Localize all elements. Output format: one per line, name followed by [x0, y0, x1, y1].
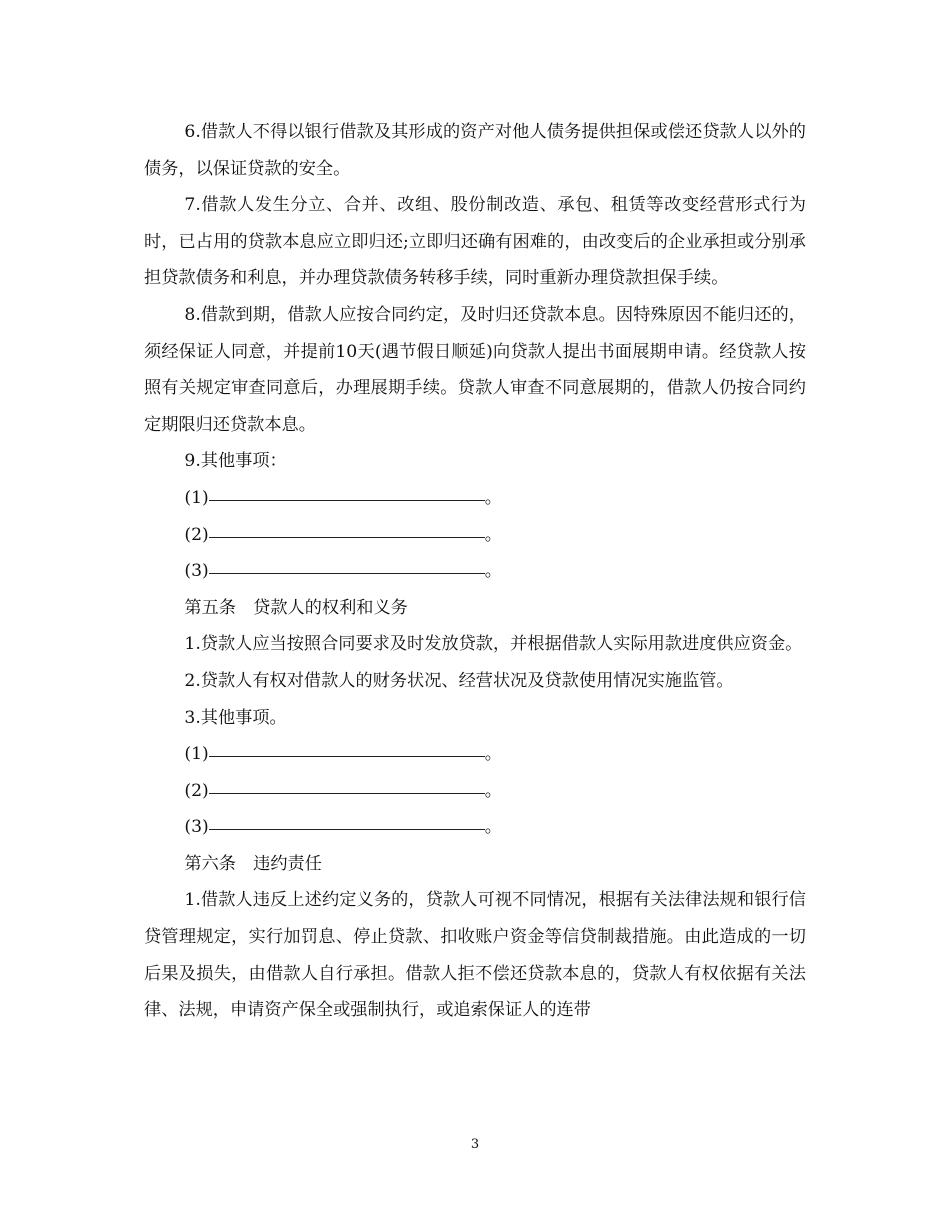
article-five-item-3: 3.其他事项。	[184, 707, 287, 728]
blank-label: (3)	[184, 817, 209, 838]
blank-label: (2)	[184, 524, 209, 545]
blank-line-b3	[144, 809, 806, 846]
fill-in-underline	[209, 828, 485, 830]
article-six-heading: 第六条 违约责任	[184, 853, 322, 874]
paragraph-item-9: 9.其他事项：	[184, 451, 287, 472]
blank-end-mark: 。	[484, 744, 502, 765]
blank-line-a1	[144, 480, 806, 517]
blank-line-b2	[144, 773, 806, 810]
paragraph-item-7: 7.借款人发生分立、合并、改组、股份制改造、承包、租赁等改变经营形式行为时，已占用的贷款本息应立即归还;立即归还确有困难的，由改变后的企业承担或分别承担贷款债务和利息，并办理贷款债务转移手续，同时重新办理贷款担保手续。	[144, 195, 806, 289]
blank-end-mark: 。	[484, 524, 502, 545]
document-body	[144, 114, 806, 1029]
fill-in-underline	[209, 536, 485, 538]
paragraph-item-8: 8.借款到期，借款人应按合同约定，及时归还贷款本息。因特殊原因不能归还的，须经保证人同意，并提前10天(遇节假日顺延)向贷款人提出书面展期申请。经贷款人按照有关规定审查同意后，办理展期手续。贷款人审查不同意展期的，借款人仍按合同约定期限归还贷款本息。	[144, 304, 806, 435]
blank-end-mark: 。	[484, 487, 502, 508]
blank-label: (1)	[184, 487, 209, 508]
fill-in-underline	[209, 499, 485, 501]
blank-line-a2	[144, 517, 806, 554]
blank-line-a3	[144, 553, 806, 590]
fill-in-underline	[209, 792, 485, 794]
blank-end-mark: 。	[484, 561, 502, 582]
article-six-item-1: 1.借款人违反上述约定义务的，贷款人可视不同情况，根据有关法律法规和银行信贷管理规定，实行加罚息、停止贷款、扣收账户资金等信贷制裁措施。由此造成的一切后果及损失，由借款人自行承担。借款人拒不偿还贷款本息的，贷款人有权依据有关法律、法规，申请资产保全或强制执行，或追索保证人的连带	[144, 890, 806, 1021]
blank-end-mark: 。	[484, 780, 502, 801]
fill-in-underline	[209, 755, 485, 757]
blank-end-mark: 。	[484, 817, 502, 838]
fill-in-underline	[209, 572, 485, 574]
paragraph-item-6: 6.借款人不得以银行借款及其形成的资产对他人债务提供担保或偿还贷款人以外的债务，以保证贷款的安全。	[144, 122, 806, 179]
article-five-item-2: 2.贷款人有权对借款人的财务状况、经营状况及贷款使用情况实施监管。	[184, 670, 734, 691]
blank-label: (1)	[184, 744, 209, 765]
article-five-item-1: 1.贷款人应当按照合同要求及时发放贷款，并根据借款人实际用款进度供应资金。	[184, 634, 803, 655]
blank-line-b1	[144, 736, 806, 773]
blank-label: (3)	[184, 561, 209, 582]
blank-label: (2)	[184, 780, 209, 801]
article-five-heading: 第五条 贷款人的权利和义务	[184, 597, 408, 618]
page-number: 3	[470, 1137, 480, 1152]
